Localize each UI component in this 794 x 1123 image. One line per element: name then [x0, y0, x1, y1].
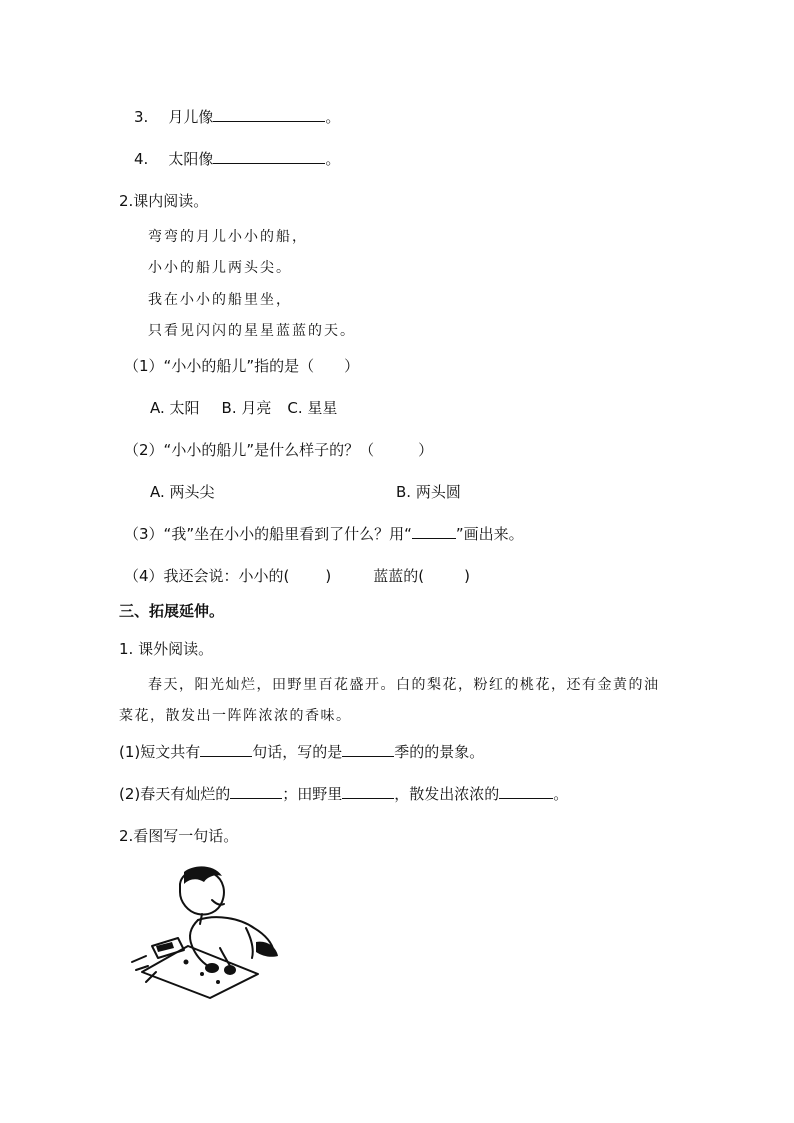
- answer-blank[interactable]: [213, 149, 325, 164]
- poem-line-4: 只看见闪闪的星星蓝蓝的天。: [148, 323, 356, 339]
- question-3: [124, 524, 524, 544]
- answer-blank[interactable]: [342, 784, 394, 799]
- subsection-2-title: 2.看图写一句话。: [119, 827, 239, 845]
- answer-blank[interactable]: [342, 742, 394, 757]
- question-2: [124, 440, 433, 460]
- question-text: （1）“小小的船儿”指的是（: [124, 357, 315, 375]
- question-4: [124, 566, 470, 586]
- section-2-title: 2.课内阅读。: [119, 192, 209, 210]
- item-end: 。: [325, 108, 341, 126]
- question-text: （3）“我”坐在小小的船里看到了什么？用“: [124, 525, 412, 543]
- poem-line-2: 小小的船儿两头尖。: [148, 260, 292, 276]
- text-b: 句话，写的是: [252, 743, 343, 761]
- underline-sample: [412, 524, 456, 539]
- question-2-option-a: A. 两头尖: [150, 483, 215, 501]
- item-end: 。: [325, 150, 341, 168]
- paren-close: ）: [344, 357, 360, 375]
- text-d: 。: [553, 785, 569, 803]
- passage-question-1: [119, 742, 484, 762]
- answer-blank[interactable]: [499, 784, 553, 799]
- text-a: (1)短文共有: [119, 743, 201, 761]
- item-number: 4.: [134, 150, 149, 168]
- fill-line-3: [134, 107, 340, 127]
- passage-line-1: 春天，阳光灿烂，田野里百花盛开。白的梨花，粉红的桃花，还有金黄的油: [148, 677, 660, 693]
- poem-line-1: 弯弯的月儿小小的船，: [148, 229, 308, 245]
- item-prefix: 月儿像: [168, 108, 214, 126]
- answer-blank[interactable]: [200, 742, 252, 757]
- paren-close: ): [325, 567, 332, 585]
- answer-blank[interactable]: [213, 107, 325, 122]
- fill-line-4: [134, 149, 340, 169]
- boy-drawing-icon: [128, 862, 292, 1000]
- option-c: C. 星星: [287, 399, 338, 417]
- question-2-option-b: B. 两头圆: [396, 483, 461, 501]
- text-c: 季的的景象。: [394, 743, 485, 761]
- option-b: B. 月亮: [221, 399, 272, 417]
- paren-close: ）: [418, 441, 434, 459]
- option-a: A. 太阳: [150, 399, 200, 417]
- poem-line-3: 我在小小的船里坐，: [148, 292, 292, 308]
- subsection-1-title: 1. 课外阅读。: [119, 640, 214, 658]
- question-text-2: 蓝蓝的(: [373, 567, 425, 585]
- question-end: ”画出来。: [455, 525, 524, 543]
- passage-line-2: 菜花，散发出一阵阵浓浓的香味。: [119, 708, 352, 724]
- text-a: (2)春天有灿烂的: [119, 785, 231, 803]
- text-b: ；田野里: [282, 785, 343, 803]
- question-1-options: [150, 398, 337, 418]
- section-3-title: 三、拓展延伸。: [119, 602, 225, 620]
- question-text: （2）“小小的船儿”是什么样子的？（: [124, 441, 375, 459]
- answer-blank[interactable]: [230, 784, 282, 799]
- text-c: ，散发出浓浓的: [394, 785, 500, 803]
- item-prefix: 太阳像: [168, 150, 214, 168]
- paren-close-2: ): [464, 567, 470, 585]
- passage-question-2: [119, 784, 568, 804]
- question-text: （4）我还会说：小小的(: [124, 567, 290, 585]
- item-number: 3.: [134, 108, 149, 126]
- question-1: [124, 356, 359, 376]
